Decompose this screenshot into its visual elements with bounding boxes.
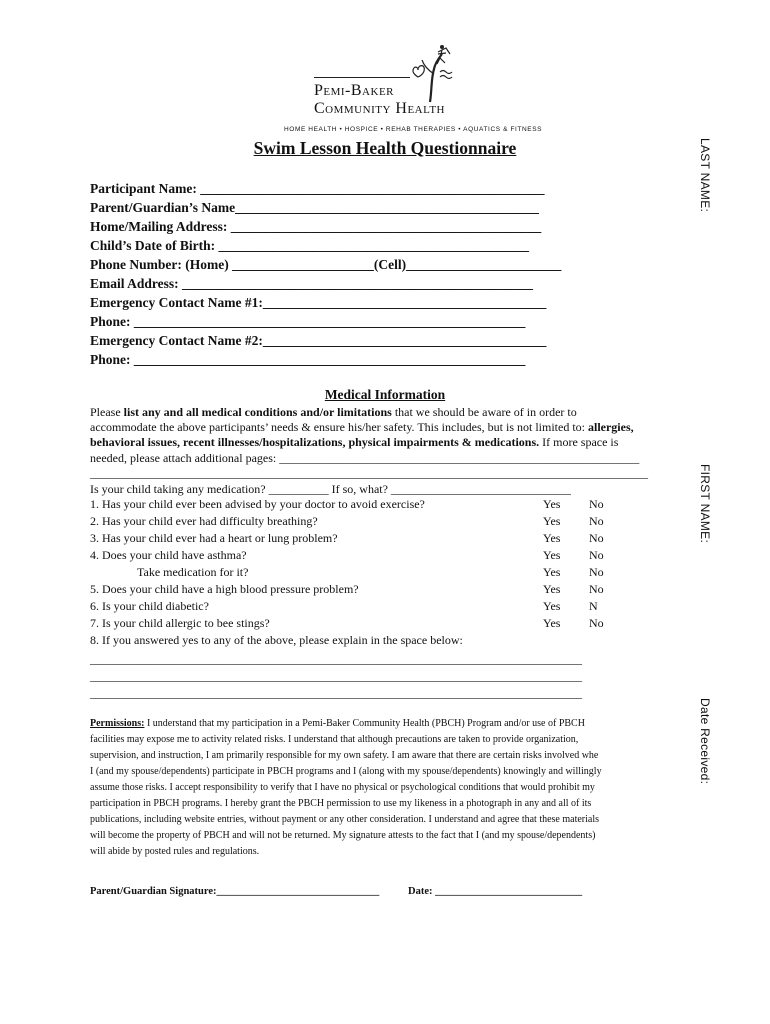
parent-guardian-name-field[interactable]: Parent/Guardian’s Name_____________________________________________ — [90, 200, 539, 215]
last-name-label: LAST NAME: — [698, 138, 712, 213]
question-text: 2. Has your child ever had difficulty breathing? — [90, 514, 318, 528]
no-option[interactable]: No — [589, 531, 604, 545]
logo-name-line2: Community Health — [314, 100, 445, 117]
yes-option[interactable]: Yes — [543, 531, 561, 545]
yes-option[interactable]: Yes — [543, 582, 561, 596]
participant-name-field[interactable]: Participant Name: ___________________________________________________ — [90, 181, 545, 196]
medical-information-heading: Medical Information — [324, 387, 446, 402]
date-of-birth-field[interactable]: Child’s Date of Birth: ______________________________________________ — [90, 238, 529, 253]
logo-tree-icon — [412, 44, 462, 104]
emergency-phone-2-field[interactable]: Phone: __________________________________________________________ — [90, 352, 526, 367]
no-option[interactable]: No — [589, 565, 604, 579]
no-option[interactable]: No — [589, 616, 604, 630]
explain-line[interactable]: __________________________________________________________________________________ — [90, 669, 582, 683]
medical-intro-line1: Please list any and all medical conditions and/or limitations that we should be aware of in order to — [90, 405, 577, 419]
yes-option[interactable]: Yes — [543, 565, 561, 579]
yes-option[interactable]: Yes — [543, 599, 561, 613]
logo-divider — [314, 77, 410, 78]
explain-line[interactable]: __________________________________________________________________________________ — [90, 652, 582, 666]
date-received-label: Date Received: — [698, 698, 712, 785]
question-text: 4. Does your child have asthma? — [90, 548, 247, 562]
page-title: Swim Lesson Health Questionnaire — [253, 138, 517, 158]
question-text: 3. Has your child ever had a heart or lung problem? — [90, 531, 338, 545]
question-text: 1. Has your child ever been advised by your doctor to avoid exercise? — [90, 497, 425, 511]
medication-question[interactable]: Is your child taking any medication? __________ If so, what? ______________________________ — [90, 482, 571, 496]
question-text: 6. Is your child diabetic? — [90, 599, 209, 613]
permissions-line: Permissions: I understand that my participation in a Pemi-Baker Community Health (PBCH) Program and/or use of PBCH — [90, 718, 585, 729]
no-option[interactable]: No — [589, 582, 604, 596]
logo-tagline: HOME HEALTH • HOSPICE • REHAB THERAPIES • AQUATICS & FITNESS — [284, 126, 543, 133]
permissions-line: assume those risks. I accept responsibility to verify that I have no physical or psychological conditions that would prohibit my — [90, 782, 595, 793]
parent-signature-field[interactable]: Parent/Guardian Signature:_______________________________ — [90, 886, 380, 897]
organization-logo — [284, 44, 543, 136]
permissions-line: I (and my spouse/dependents) participate in PBCH programs and I (along with my spouse/dependents) knowingly and willingly — [90, 766, 602, 777]
question-text: 5. Does your child have a high blood pressure problem? — [90, 582, 359, 596]
phone-number-field[interactable]: Phone Number: (Home) _____________________(Cell)_______________________ — [90, 257, 562, 272]
no-option[interactable]: N — [589, 599, 598, 613]
permissions-line: will become the property of PBCH and will not be returned. My signature attests to the fact that I (and my spouse/dependents) — [90, 830, 596, 841]
yes-option[interactable]: Yes — [543, 514, 561, 528]
yes-option[interactable]: Yes — [543, 616, 561, 630]
no-option[interactable]: No — [589, 514, 604, 528]
medical-intro-line2: accommodate the above participants’ needs & ensure his/her safety. This includes, but is not limited to: allergies, — [90, 420, 634, 434]
permissions-line: will abide by posted rules and regulations. — [90, 846, 260, 857]
permissions-line: participation in PBCH programs. I hereby grant the PBCH permission to use my likeness in a photograph in any and all of its — [90, 798, 592, 809]
signature-date-field[interactable]: Date: ____________________________ — [408, 886, 583, 897]
no-option[interactable]: No — [589, 548, 604, 562]
medical-intro-line3: behavioral issues, recent illnesses/hospitalizations, physical impairments & medications. If more space is — [90, 435, 619, 449]
question-text: Take medication for it? — [137, 565, 249, 579]
first-name-label: FIRST NAME: — [698, 464, 712, 544]
permissions-line: supervision, and instruction, I am primarily responsible for my own safety. I am aware that there are certain risks involved whe — [90, 750, 599, 761]
permissions-label: Permissions: — [90, 718, 145, 729]
explain-prompt: 8. If you answered yes to any of the above, please explain in the space below: — [90, 633, 463, 647]
additional-pages-field[interactable]: needed, please attach additional pages: ____________________________________________________________ — [90, 451, 640, 465]
emergency-phone-1-field[interactable]: Phone: __________________________________________________________ — [90, 314, 526, 329]
emergency-contact-1-field[interactable]: Emergency Contact Name #1:__________________________________________ — [90, 295, 547, 310]
permissions-line: publications, including website entries, without payment or any other consideration. I understand and agree that these materials — [90, 814, 600, 825]
no-option[interactable]: No — [589, 497, 604, 511]
permissions-line: facilities may expose me to activity related risks. I understand that although precautions are taken to provide organization, — [90, 734, 579, 745]
explain-line[interactable]: __________________________________________________________________________________ — [90, 686, 582, 700]
logo-name-line1: Pemi-Baker — [314, 82, 395, 99]
yes-option[interactable]: Yes — [543, 548, 561, 562]
email-address-field[interactable]: Email Address: ____________________________________________________ — [90, 276, 534, 291]
additional-pages-line[interactable]: _____________________________________________________________________________________________ — [90, 466, 648, 480]
mailing-address-field[interactable]: Home/Mailing Address: ______________________________________________ — [90, 219, 542, 234]
question-text: 7. Is your child allergic to bee stings? — [90, 616, 270, 630]
emergency-contact-2-field[interactable]: Emergency Contact Name #2:__________________________________________ — [90, 333, 547, 348]
yes-option[interactable]: Yes — [543, 497, 561, 511]
